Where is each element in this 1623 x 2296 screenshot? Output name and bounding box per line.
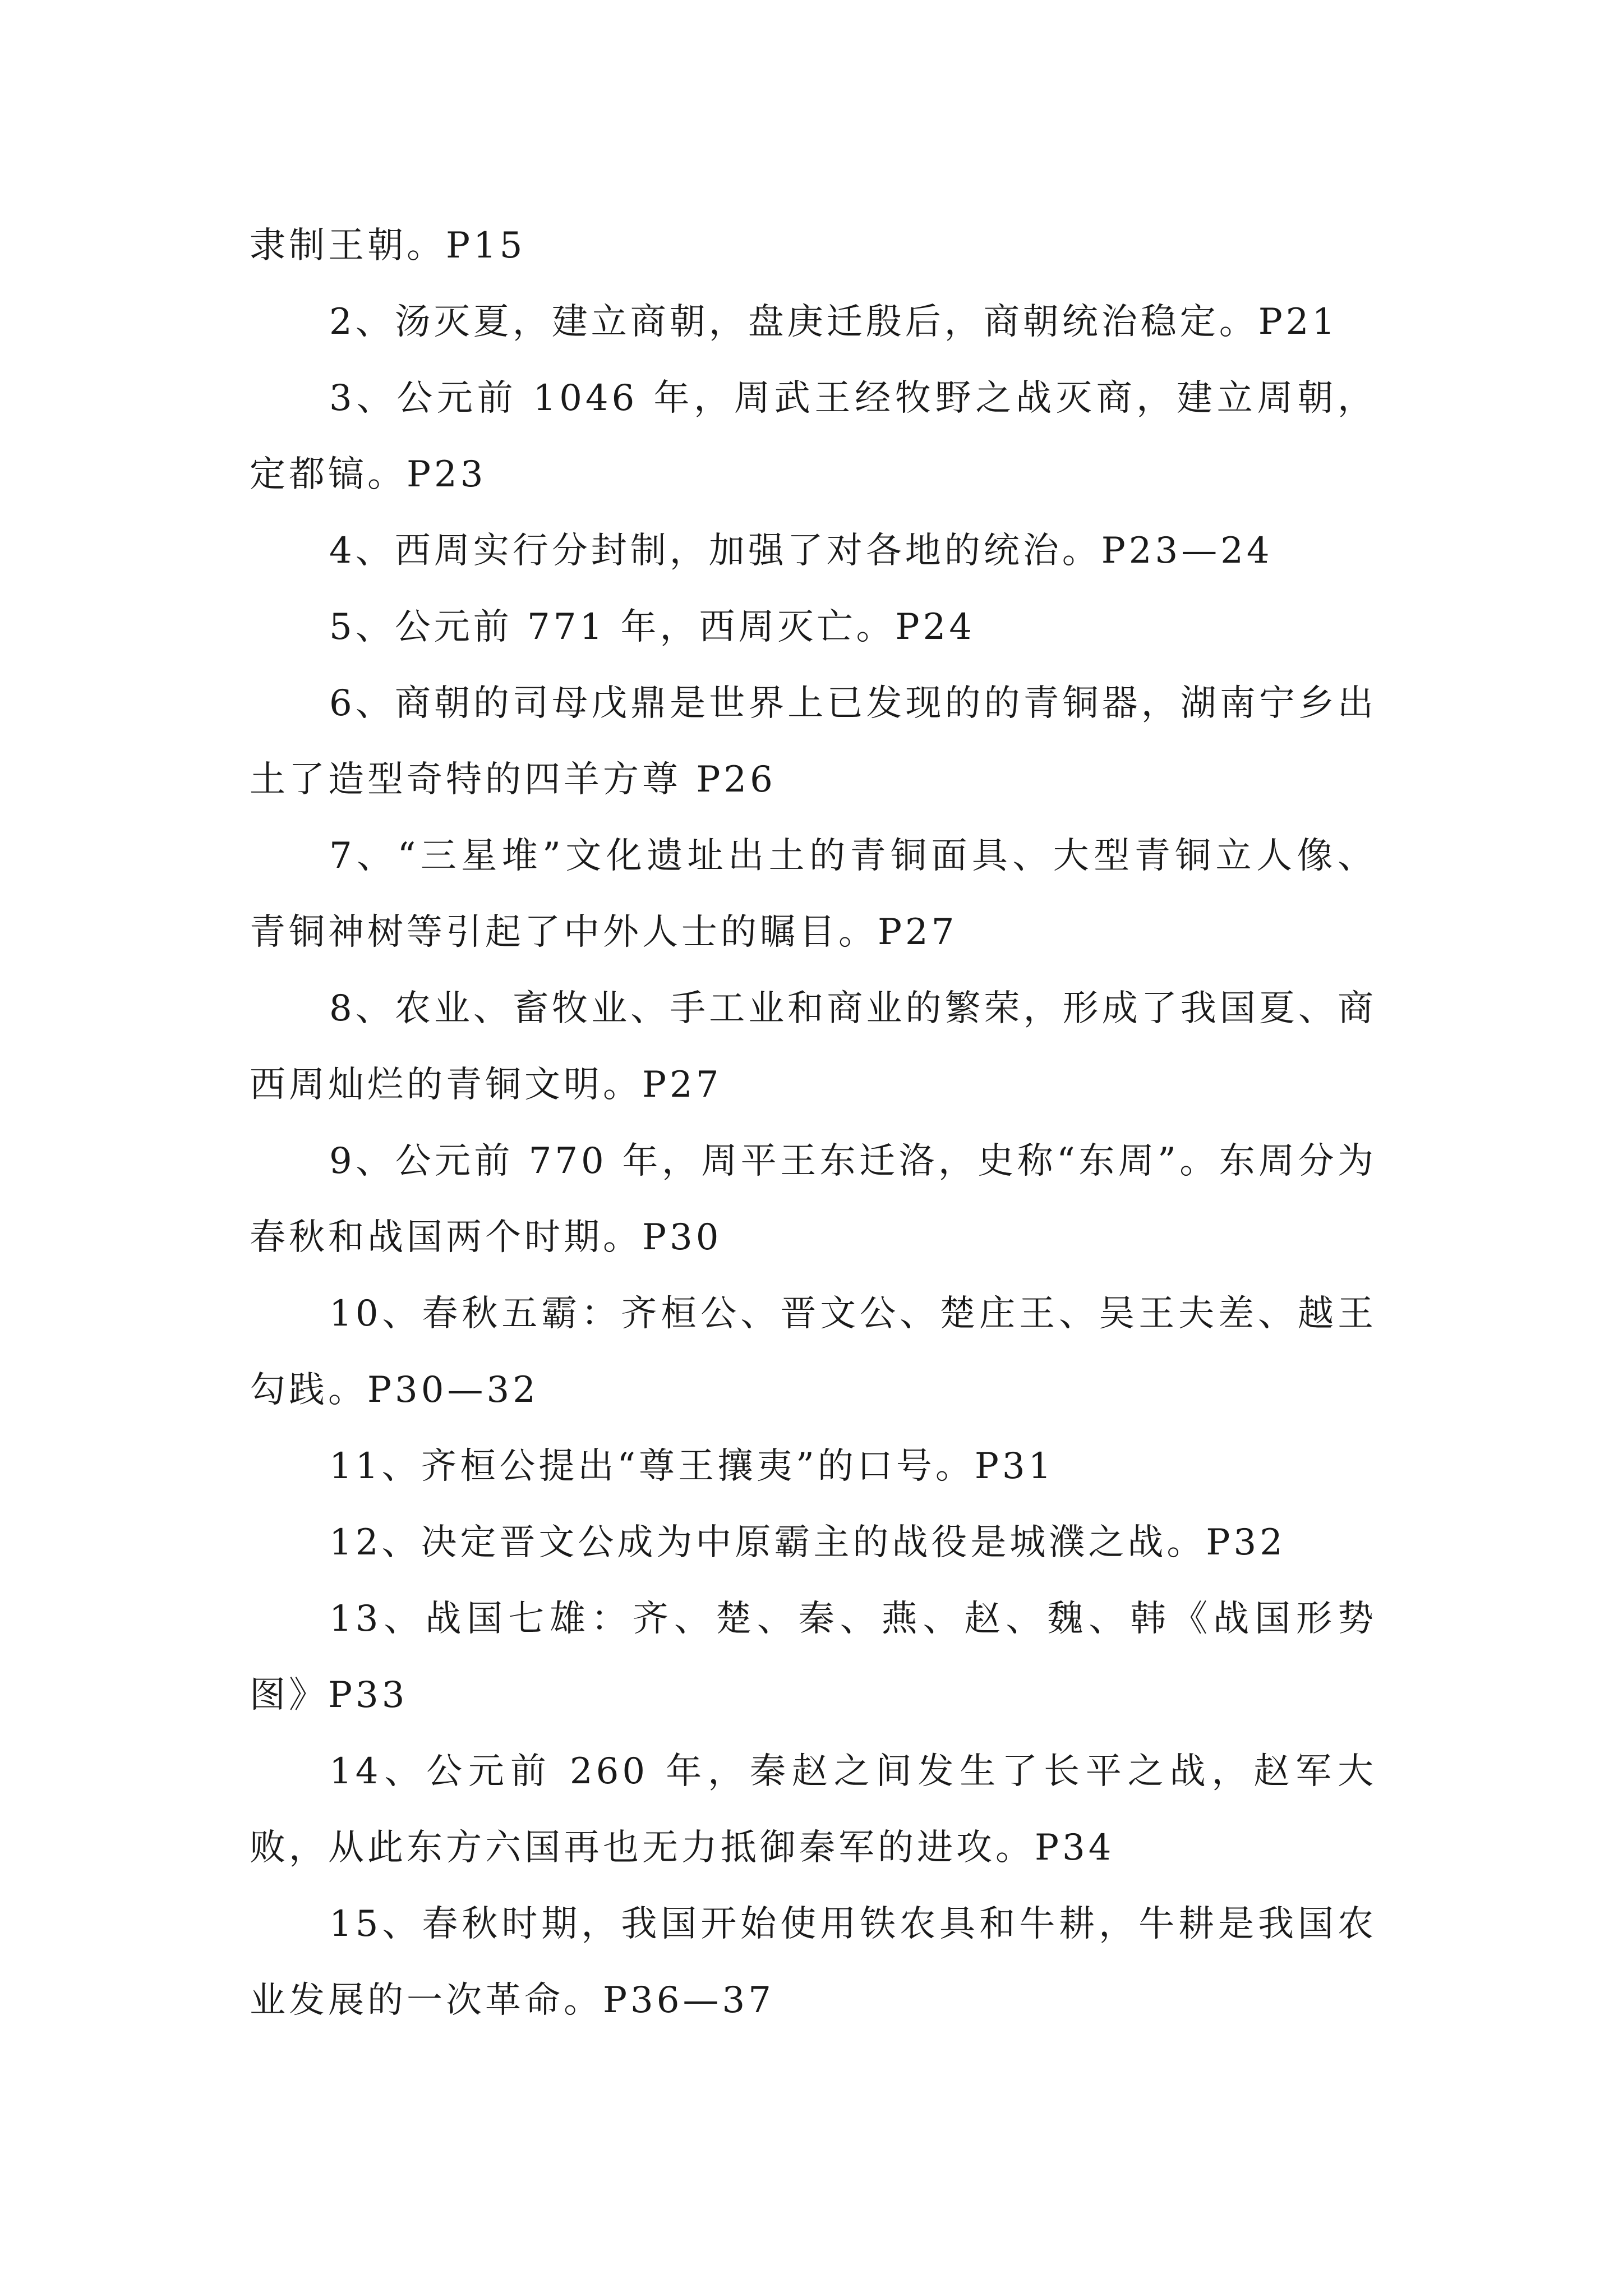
paragraph-item-3: 3、公元前 1046 年，周武王经牧野之战灭商，建立周朝，定都镐。P23 — [250, 378, 1377, 495]
paragraph-item-10: 10、春秋五霸：齐桓公、晋文公、楚庄王、吴王夫差、越王勾践。P30—32 — [250, 1293, 1377, 1411]
paragraph-item-7: 7、“三星堆”文化遗址出土的青铜面具、大型青铜立人像、青铜神树等引起了中外人士的瞩目。P27 — [250, 835, 1377, 953]
paragraph-item-14: 14、公元前 260 年，秦赵之间发生了长平之战，赵军大败，从此东方六国再也无力抵御秦军的进攻。P34 — [250, 1751, 1377, 1869]
paragraph-item-13: 13、战国七雄：齐、楚、秦、燕、赵、魏、韩《战国形势图》P33 — [250, 1598, 1377, 1716]
paragraph-item-12: 12、决定晋文公成为中原霸主的战役是城濮之战。P32 — [329, 1522, 1286, 1563]
paragraph-item-6: 6、商朝的司母戊鼎是世界上已发现的的青铜器，湖南宁乡出土了造型奇特的四羊方尊 P26 — [250, 683, 1377, 800]
paragraph-item-4: 4、西周实行分封制，加强了对各地的统治。P23—24 — [329, 530, 1273, 572]
paragraph-item-11: 11、齐桓公提出“尊王攘夷”的口号。P31 — [329, 1446, 1055, 1487]
paragraph-continuation: 隶制王朝。P15 — [250, 225, 526, 266]
paragraph-item-2: 2、汤灭夏，建立商朝，盘庚迁殷后，商朝统治稳定。P21 — [329, 301, 1339, 343]
paragraph-item-5: 5、公元前 771 年，西周灭亡。P24 — [329, 606, 976, 648]
paragraph-item-15: 15、春秋时期，我国开始使用铁农具和牛耕，牛耕是我国农业发展的一次革命。P36—37 — [250, 1903, 1377, 2021]
document-body — [250, 208, 1377, 2039]
paragraph-item-8: 8、农业、畜牧业、手工业和商业的繁荣，形成了我国夏、商西周灿烂的青铜文明。P27 — [250, 988, 1377, 1106]
paragraph-item-9: 9、公元前 770 年，周平王东迁洛，史称“东周”。东周分为春秋和战国两个时期。P30 — [250, 1140, 1377, 1258]
